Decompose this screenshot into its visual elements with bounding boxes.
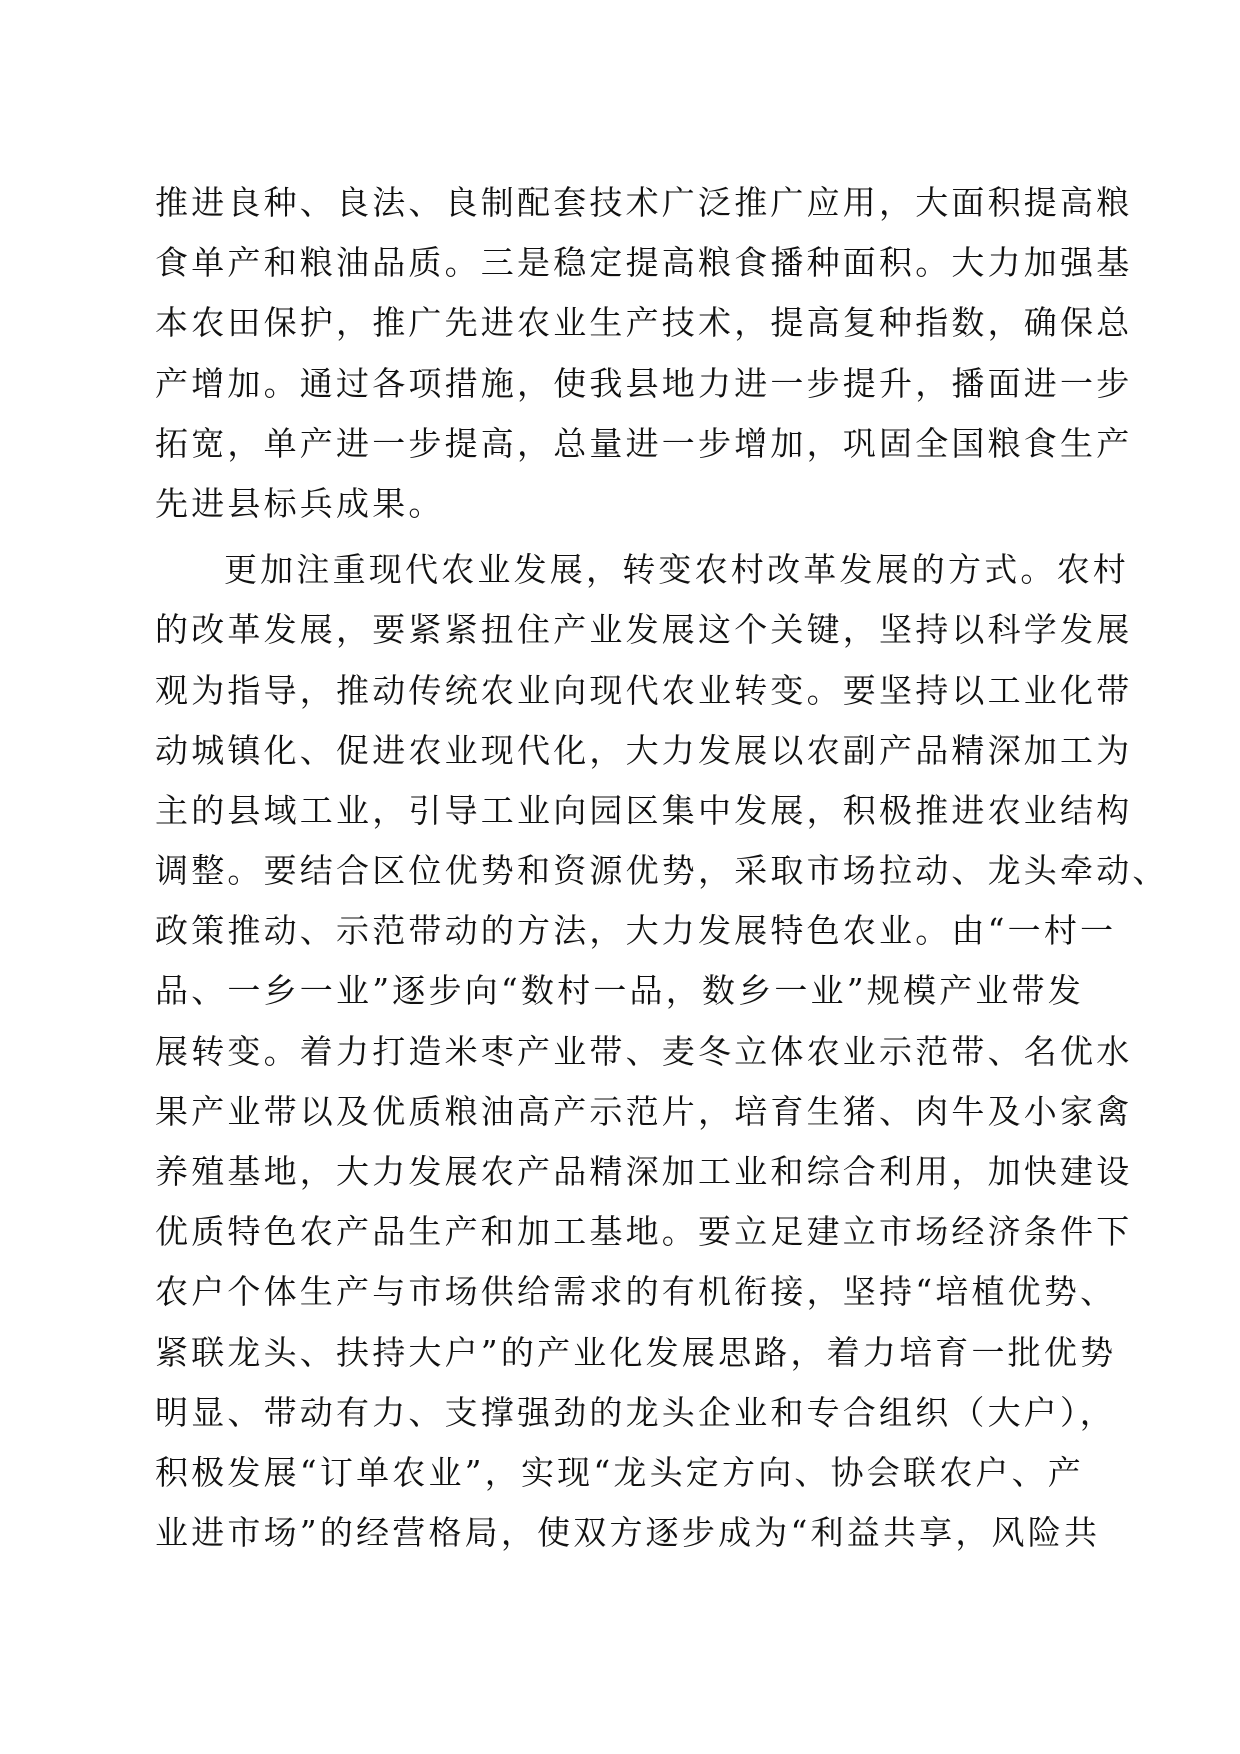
- paragraph-2: [155, 540, 1169, 1563]
- text-line: 积极发展“订单农业”，实现“龙头定方向、协会联农户、产: [155, 1452, 1085, 1492]
- text-line: 先进县标兵成果。: [155, 483, 445, 523]
- text-line: 紧联龙头、扶持大户”的产业化发展思路，着力培育一批优势: [155, 1332, 1117, 1372]
- text-line: 调整。要结合区位优势和资源优势，采取市场拉动、龙头牵动、: [155, 851, 1169, 891]
- text-line: 主的县域工业，引导工业向园区集中发展，积极推进农业结构: [155, 790, 1133, 830]
- text-line: 养殖基地，大力发展农产品精深加工业和综合利用，加快建设: [155, 1152, 1133, 1191]
- text-line: 食单产和粮油品质。三是稳定提高粮食播种面积。大力加强基: [155, 243, 1133, 283]
- paragraph-1: [155, 173, 1133, 534]
- text-line: 果产业带以及优质粮油高产示范片，培育生猪、肉牛及小家禽: [155, 1091, 1133, 1131]
- text-line: 农户个体生产与市场供给需求的有机衔接，坚持“培植优势、: [155, 1272, 1117, 1312]
- text-line: 业进市场”的经营格局，使双方逐步成为“利益共享，风险共: [155, 1513, 1101, 1553]
- text-line: 本农田保护，推广先进农业生产技术，提高复种指数，确保总: [155, 303, 1133, 343]
- text-line: 明显、带动有力、支撑强劲的龙头企业和专合组织（大户），: [155, 1392, 1116, 1432]
- text-line: 政策推动、示范带动的方法，大力发展特色农业。由“一村一: [155, 911, 1117, 951]
- text-line: 推进良种、良法、良制配套技术广泛推广应用，大面积提高粮: [155, 183, 1133, 222]
- text-line: 观为指导，推动传统农业向现代农业转变。要坚持以工业化带: [155, 670, 1133, 710]
- text-line: 动城镇化、促进农业现代化，大力发展以农副产品精深加工为: [155, 730, 1133, 770]
- text-line: 拓宽，单产进一步提高，总量进一步增加，巩固全国粮食生产: [155, 423, 1133, 463]
- text-line: 更加注重现代农业发展，转变农村改革发展的方式。农村: [224, 550, 1129, 590]
- text-line: 优质特色农产品生产和加工基地。要立足建立市场经济条件下: [155, 1212, 1133, 1252]
- body-text: [155, 173, 1169, 1563]
- text-line: 品、一乡一业”逐步向“数村一品，数乡一业”规模产业带发: [155, 971, 1085, 1011]
- text-line: 展转变。着力打造米枣产业带、麦冬立体农业示范带、名优水: [155, 1031, 1133, 1071]
- text-line: 的改革发展，要紧紧扭住产业发展这个关键，坚持以科学发展: [155, 610, 1133, 650]
- text-line: 产增加。通过各项措施，使我县地力进一步提升，播面进一步: [155, 363, 1133, 403]
